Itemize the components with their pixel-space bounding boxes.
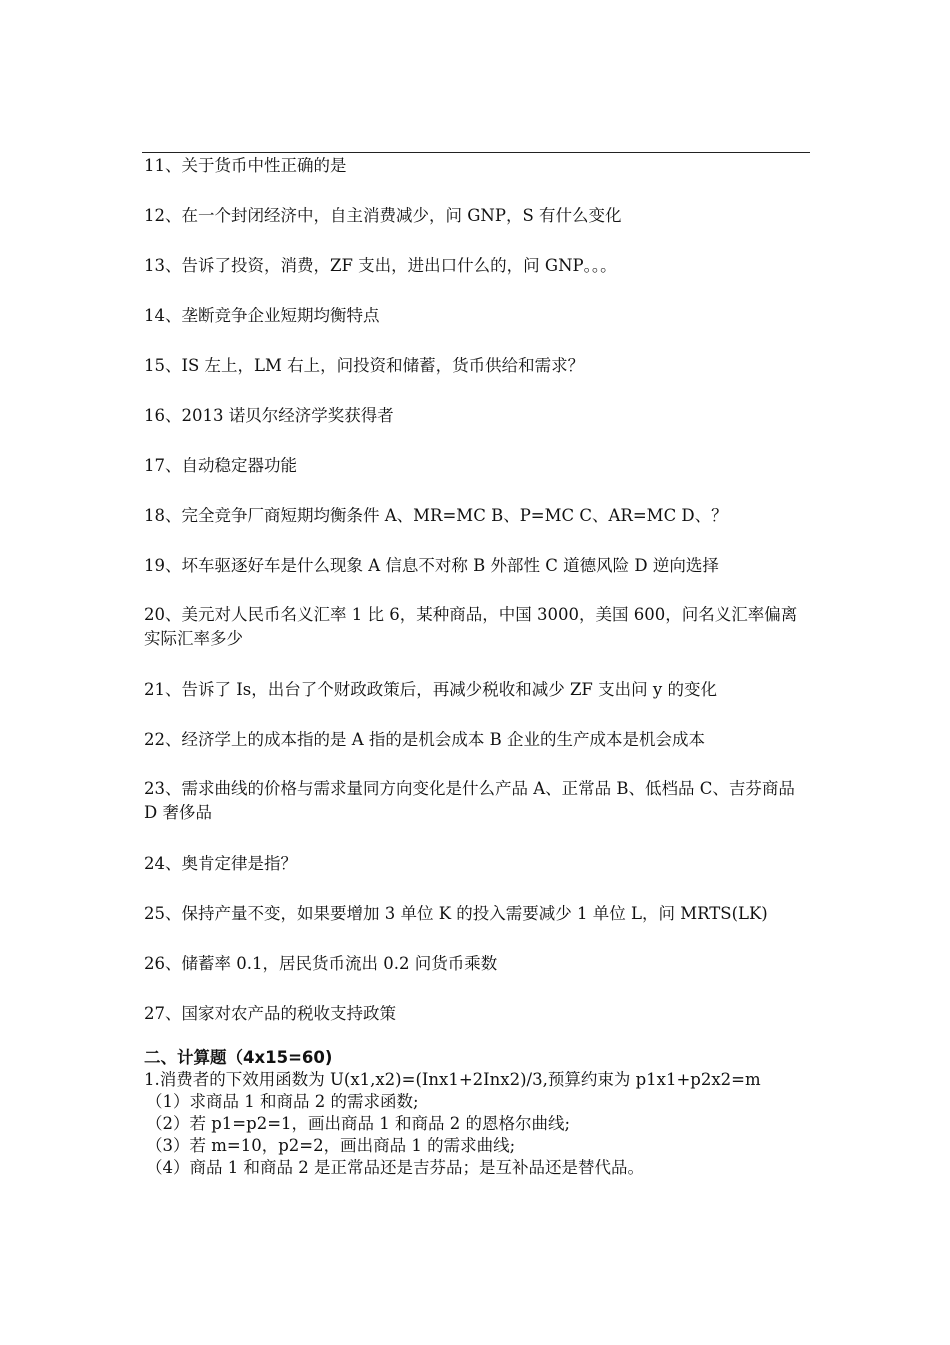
question-25: 25、保持产量不变，如果要增加 3 单位 K 的投入需要减少 1 单位 L，问 MRTS(LK) — [144, 904, 768, 923]
problem-1-part-2: （2）若 p1=p2=1，画出商品 1 和商品 2 的恩格尔曲线; — [146, 1114, 571, 1133]
question-16: 16、2013 诺贝尔经济学奖获得者 — [144, 406, 394, 425]
problem-1-part-1: （1）求商品 1 和商品 2 的需求函数; — [146, 1092, 419, 1111]
question-20: 20、美元对人民币名义汇率 1 比 6，某种商品，中国 3000，美国 600，问名义汇率偏离实际汇率多少 — [144, 605, 798, 648]
question-19: 19、坏车驱逐好车是什么现象 A 信息不对称 B 外部性 C 道德风险 D 逆向选择 — [144, 556, 719, 575]
question-18: 18、完全竞争厂商短期均衡条件 A、MR=MC B、P=MC C、AR=MC D、？ — [144, 506, 728, 525]
question-11: 11、关于货币中性正确的是 — [144, 156, 347, 175]
problem-1-part-3: （3）若 m=10，p2=2，画出商品 1 的需求曲线; — [146, 1136, 516, 1155]
question-17: 17、自动稳定器功能 — [144, 456, 297, 475]
question-24: 24、奥肯定律是指？ — [144, 854, 297, 873]
problem-1-stem: 1.消费者的下效用函数为 U(x1,x2)=(Inx1+2Inx2)/3,预算约束为 p1x1+p2x2=m — [144, 1070, 761, 1089]
question-22: 22、经济学上的成本指的是 A 指的是机会成本 B 企业的生产成本是机会成本 — [144, 730, 706, 749]
question-15: 15、IS 左上，LM 右上，问投资和储蓄，货币供给和需求？ — [144, 356, 585, 375]
question-26: 26、储蓄率 0.1，居民货币流出 0.2 问货币乘数 — [144, 954, 498, 973]
section-title-calculation: 二、计算题（4x15=60) — [144, 1048, 333, 1067]
question-21: 21、告诉了 Is，出台了个财政政策后，再减少税收和减少 ZF 支出问 y 的变化 — [144, 680, 717, 699]
question-23: 23、需求曲线的价格与需求量同方向变化是什么产品 A、正常品 B、低档品 C、吉芬商品 D 奢侈品 — [144, 779, 795, 822]
question-13: 13、告诉了投资，消费，ZF 支出，进出口什么的，问 GNP。。。 — [144, 256, 617, 275]
question-27: 27、国家对农产品的税收支持政策 — [144, 1004, 396, 1023]
problem-1-part-4: （4）商品 1 和商品 2 是正常品还是吉芬品；是互补品还是替代品。 — [146, 1158, 644, 1177]
question-14: 14、垄断竞争企业短期均衡特点 — [144, 306, 380, 325]
question-12: 12、在一个封闭经济中，自主消费减少，问 GNP，S 有什么变化 — [144, 206, 622, 225]
header-rule — [142, 152, 810, 153]
